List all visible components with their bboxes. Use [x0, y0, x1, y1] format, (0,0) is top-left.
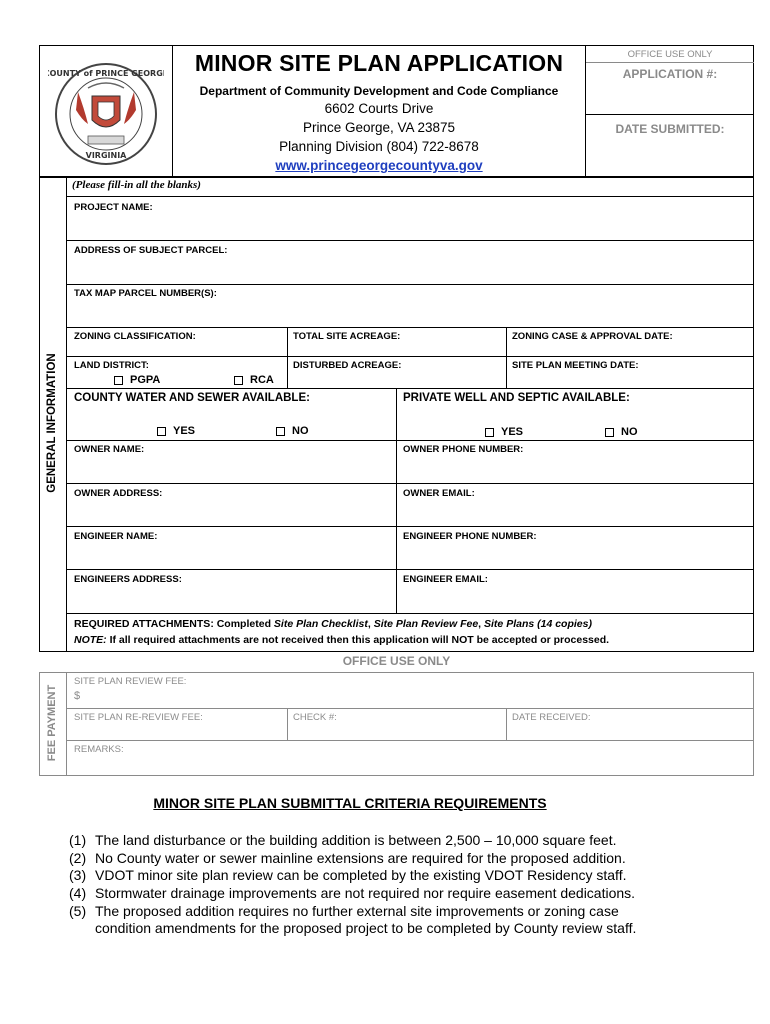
project-name-label: PROJECT NAME:	[74, 202, 153, 213]
criteria-item-4-number: (4)	[69, 885, 87, 901]
application-number-label: APPLICATION #:	[622, 67, 718, 81]
private-well-no-checkbox[interactable]	[605, 428, 614, 437]
fee-frame-right	[753, 672, 754, 775]
col-rule	[287, 327, 288, 388]
fee-side-divider	[66, 672, 67, 775]
office-box-separator	[586, 114, 754, 115]
engineer-phone-label: ENGINEER PHONE NUMBER:	[403, 531, 537, 542]
planning-phone: Planning Division (804) 722-8678	[279, 139, 479, 154]
criteria-item-5-continuation: condition amendments for the proposed project to be completed by County review staff.	[95, 920, 637, 936]
site-plan-review-fee-label: SITE PLAN REVIEW FEE:	[74, 676, 187, 687]
tax-map-label: TAX MAP PARCEL NUMBER(S):	[74, 288, 217, 299]
owner-email-field[interactable]	[397, 484, 754, 526]
private-well-label: PRIVATE WELL AND SEPTIC AVAILABLE:	[403, 392, 630, 404]
attachments-note	[74, 634, 609, 646]
site-plan-meeting-date-label: SITE PLAN MEETING DATE:	[512, 360, 639, 371]
attachments-sep-1: ,	[367, 618, 374, 630]
attachment-review-fee: Site Plan Review Fee	[373, 618, 479, 630]
header-divider-left	[172, 45, 173, 177]
owner-name-field[interactable]	[67, 441, 395, 483]
check-number-label: CHECK #:	[293, 712, 337, 723]
row-rule	[66, 613, 754, 614]
remarks-label: REMARKS:	[74, 744, 124, 755]
engineer-name-field[interactable]	[67, 527, 395, 569]
county-water-yes-label: YES	[173, 425, 196, 437]
fee-frame-bottom	[39, 775, 754, 776]
county-water-no-label: NO	[292, 425, 309, 437]
note-text: If all required attachments are not received then this application will NOT be accepted or processed.	[106, 634, 610, 646]
criteria-item-1-number: (1)	[69, 832, 87, 848]
private-well-yes-checkbox[interactable]	[485, 428, 494, 437]
pgpa-option-label: PGPA	[130, 374, 161, 386]
criteria-item-3-number: (3)	[69, 867, 87, 883]
fee-office-use-title: OFFICE USE ONLY	[342, 654, 451, 668]
county-water-no-checkbox[interactable]	[276, 427, 285, 436]
fee-row-rule	[66, 740, 754, 741]
project-name-field[interactable]	[67, 197, 754, 240]
private-well-no-label: NO	[621, 426, 638, 438]
row-rule	[66, 356, 754, 357]
attachments-colon: : Completed	[210, 618, 274, 630]
private-well-yes-label: YES	[501, 426, 524, 438]
date-submitted-label: DATE SUBMITTED:	[615, 122, 725, 136]
page-title: MINOR SITE PLAN APPLICATION	[194, 50, 564, 76]
criteria-item-2-number: (2)	[69, 850, 87, 866]
instructions-text: (Please fill-in all the blanks)	[72, 179, 201, 191]
svg-text:COUNTY of PRINCE GEORGE: COUNTY of PRINCE GEORGE	[48, 69, 164, 78]
header-divider-right	[585, 45, 586, 177]
engineer-email-field[interactable]	[397, 570, 754, 612]
department-name: Department of Community Development and Code Compliance	[199, 84, 559, 98]
address-subject-parcel-label: ADDRESS OF SUBJECT PARCEL:	[74, 245, 228, 256]
attachment-checklist: Site Plan Checklist	[273, 618, 368, 630]
required-attachments-text	[74, 618, 592, 630]
county-water-yes-checkbox[interactable]	[157, 427, 166, 436]
owner-address-label: OWNER ADDRESS:	[74, 488, 163, 499]
fee-frame-top	[39, 672, 754, 673]
address-line-1: 6602 Courts Drive	[324, 101, 434, 116]
row-rule	[66, 327, 754, 328]
criteria-title: MINOR SITE PLAN SUBMITTAL CRITERIA REQUIREMENTS	[153, 795, 547, 811]
owner-phone-field[interactable]	[397, 441, 754, 483]
owner-email-label: OWNER EMAIL:	[403, 488, 475, 499]
date-received-label: DATE RECEIVED:	[512, 712, 591, 723]
criteria-item-2-text: No County water or sewer mainline extensions are required for the proposed addition.	[95, 850, 626, 866]
attachment-site-plans: Site Plans (14 copies)	[484, 618, 592, 630]
county-website-link[interactable]: www.princegeorgecountyva.gov	[275, 158, 483, 173]
site-plan-rereview-fee-label: SITE PLAN RE-REVIEW FEE:	[74, 712, 203, 723]
attachments-sep-2: ,	[478, 618, 485, 630]
owner-phone-label: OWNER PHONE NUMBER:	[403, 444, 524, 455]
criteria-item-1-text: The land disturbance or the building addition is between 2,500 – 10,000 square feet.	[95, 832, 617, 848]
fee-col-rule	[506, 708, 507, 740]
fee-frame-left	[39, 672, 40, 775]
criteria-item-5-text: The proposed addition requires no further external site improvements or zoning case	[95, 903, 619, 919]
engineer-name-label: ENGINEER NAME:	[74, 531, 158, 542]
office-use-title: OFFICE USE ONLY	[627, 49, 713, 60]
zoning-case-date-label: ZONING CASE & APPROVAL DATE:	[512, 331, 673, 342]
disturbed-acreage-label: DISTURBED ACREAGE:	[293, 360, 402, 371]
address-subject-parcel-field[interactable]	[67, 241, 754, 284]
engineer-email-label: ENGINEER EMAIL:	[403, 574, 488, 585]
criteria-item-4-text: Stormwater drainage improvements are not required nor require easement dedications.	[95, 885, 636, 901]
svg-text:VIRGINIA: VIRGINIA	[85, 151, 127, 160]
criteria-item-5-number: (5)	[69, 903, 87, 919]
general-info-side-label: GENERAL INFORMATION	[46, 353, 58, 493]
land-district-label: LAND DISTRICT:	[74, 360, 149, 371]
col-rule	[506, 327, 507, 388]
rca-checkbox[interactable]	[234, 376, 243, 385]
county-water-label: COUNTY WATER AND SEWER AVAILABLE:	[74, 392, 310, 404]
fee-payment-side-label: FEE PAYMENT	[46, 684, 58, 762]
engineers-address-field[interactable]	[67, 570, 395, 612]
review-fee-dollar: $	[74, 690, 81, 702]
owner-name-label: OWNER NAME:	[74, 444, 145, 455]
rca-option-label: RCA	[250, 374, 274, 386]
county-seal-logo	[48, 58, 164, 174]
owner-address-field[interactable]	[67, 484, 395, 526]
engineers-address-label: ENGINEERS ADDRESS:	[74, 574, 182, 585]
total-site-acreage-label: TOTAL SITE ACREAGE:	[293, 331, 401, 342]
criteria-item-3-text: VDOT minor site plan review can be completed by the existing VDOT Residency staff.	[95, 867, 627, 883]
row-rule	[66, 388, 754, 389]
tax-map-field[interactable]	[67, 285, 754, 327]
attachments-lead: REQUIRED ATTACHMENTS	[74, 618, 211, 630]
zoning-classification-label: ZONING CLASSIFICATION:	[74, 331, 196, 342]
note-lead: NOTE:	[74, 634, 107, 646]
pgpa-checkbox[interactable]	[114, 376, 123, 385]
address-line-2: Prince George, VA 23875	[302, 120, 456, 135]
fee-row-rule	[66, 708, 754, 709]
engineer-phone-field[interactable]	[397, 527, 754, 569]
fee-col-rule	[287, 708, 288, 740]
office-use-divider	[586, 62, 754, 63]
